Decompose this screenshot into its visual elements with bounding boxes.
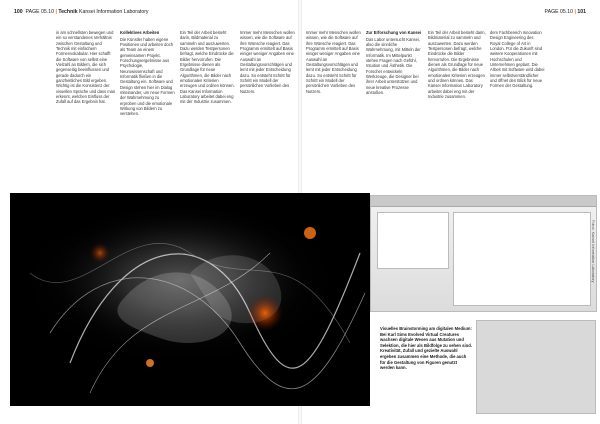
text-column-1 bbox=[56, 30, 116, 180]
issue-label-left: PAGE 05.10 bbox=[25, 9, 54, 15]
software-window-titlebar bbox=[371, 196, 596, 207]
figures-strip bbox=[476, 320, 596, 414]
body-text: Ein Teil der Arbeit besteht darin, Bildmaterial zu sammeln und auszuwerten. Dazu werden Testpersonen befragt, welche Eindrücke die Bilder hervorrufen. Die Ergebnisse dienen als Grundlage für neue Algorithmen, die Bilder nach emotionalen Kriterien erzeugen und ordnen können. Das Kansei Information Laboratory arbeitet dabei eng mit der Industrie zusammen. bbox=[180, 30, 235, 105]
header-right bbox=[545, 7, 586, 17]
subheading: Kollektives Arbeiten bbox=[120, 30, 160, 35]
subheading: Zur Erforschung von Kansei bbox=[366, 30, 422, 35]
fractal-artwork-image bbox=[10, 193, 370, 406]
body-text: dem Fachbereich Innovation Design Engineering des Royal College of Art in London. Für die Zukunft sind weitere Kooperationen mit Hochschulen und Unternehmen geplant. Die Arbeit mit Software wird dabei immer selbstverständlicher und öffnet den Blick für neue Formen der Gestaltung. bbox=[490, 30, 545, 89]
software-screenshot bbox=[370, 195, 597, 312]
text-column-4 bbox=[240, 30, 295, 180]
text-column-8 bbox=[490, 30, 545, 180]
body-text: in am schnellsten bewegen und ein so verstandenes Verhältnis zwischen Gestaltung und Technik mit einfachem Formenvokabular. Hier schafft die Software von selbst eine Vielzahl an Bildern, die sich gegenseitig beeinflussen und gerade dadurch ein ganzheitliches Bild ergeben. Wichtig ist die Konsistenz der visuellen Sprache und dass man erkennt, welchen Einfluss der Zufall auf das Ergebnis hat. bbox=[56, 30, 116, 105]
body-text: Immer mehr Menschen wollen wissen, wie die Software auf ihre Wünsche reagiert. Das Programm ermittelt auf Basis einiger weniger Angaben eine Auswahl an Gestaltungsvorschlägen und lernt mit jeder Entscheidung dazu. So entsteht Schritt für Schritt ein Modell der persönlichen Vorlieben des Nutzers. bbox=[306, 30, 361, 94]
section-separator: | bbox=[55, 9, 57, 15]
section-separator-right: | bbox=[574, 9, 576, 15]
fractal-artwork-svg bbox=[10, 193, 370, 406]
issue-label-right: PAGE 05.10 bbox=[544, 9, 573, 15]
photo-credit-vertical bbox=[588, 220, 596, 370]
body-text: Das Labor untersucht Kansei, also die sinnliche Wahrnehmung, mit Mitteln der Informatik. Im Mittelpunkt stehen Fragen nach Gefühl, Intuition und Ästhetik. Die Forscher entwickeln Werkzeuge, die Designer bei ihrer Arbeit unterstützen und neue kreative Prozesse anstoßen. bbox=[366, 36, 421, 95]
image-caption-right: Visuelles Brainstorming am digitalen Medium: Bei Karl Sims Evolved Virtual Creatures wachsen digitale Wesen aus Mutation und Selektion, die hier als Bildfolge zu sehen sind. Kreativität, Zufall und gezielte Auswahl ergeben zusammen eine Methode, die auch für die Gestaltung von Figuren genutzt werden kann. bbox=[380, 326, 472, 371]
body-text: Immer mehr Menschen wollen wissen, wie die Software auf ihre Wünsche reagiert. Das Programm ermittelt auf Basis einiger weniger Angaben eine Auswahl an Gestaltungsvorschlägen und lernt mit jeder Entscheidung dazu. So entsteht Schritt für Schritt ein Modell der persönlichen Vorlieben des Nutzers. bbox=[240, 30, 295, 94]
text-column-6 bbox=[366, 30, 424, 180]
text-column-5 bbox=[306, 30, 361, 180]
software-window-icon bbox=[377, 212, 449, 269]
article-title: Kansei Information Laboratory bbox=[79, 9, 149, 15]
header-left bbox=[14, 7, 149, 17]
page-number-left: 100 bbox=[14, 9, 23, 15]
section-label: Technik bbox=[58, 9, 78, 15]
text-column-3 bbox=[180, 30, 235, 180]
photo-credit-text: Fotos: Kansei Information Laboratory bbox=[591, 220, 595, 283]
software-canvas-area bbox=[453, 212, 591, 306]
page-number-right: 101 bbox=[577, 9, 586, 15]
text-column-7 bbox=[428, 30, 486, 180]
body-text: Ein Teil der Arbeit besteht darin, Bildmaterial zu sammeln und auszuwerten. Dazu werden Testpersonen befragt, welche Eindrücke die Bilder hervorrufen. Die Ergebnisse dienen als Grundlage für neue Algorithmen, die Bilder nach emotionalen Kriterien erzeugen und ordnen können. Das Kansei Information Laboratory arbeitet dabei eng mit der Industrie zusammen. bbox=[428, 30, 486, 100]
body-text: Die Künstler haben eigene Positionen und arbeiten doch als Team an einem gemeinsamen Projekt. Forschungsergebnisse aus Psychologie, Neurowissenschaft und Informatik fließen in die Gestaltung ein. Software und Design stehen hier im Dialog miteinander, um neue Formen der Wahrnehmung zu erproben und die emotionale Wirkung von Bildern zu verstehen. bbox=[120, 36, 175, 117]
text-column-2 bbox=[120, 30, 175, 180]
